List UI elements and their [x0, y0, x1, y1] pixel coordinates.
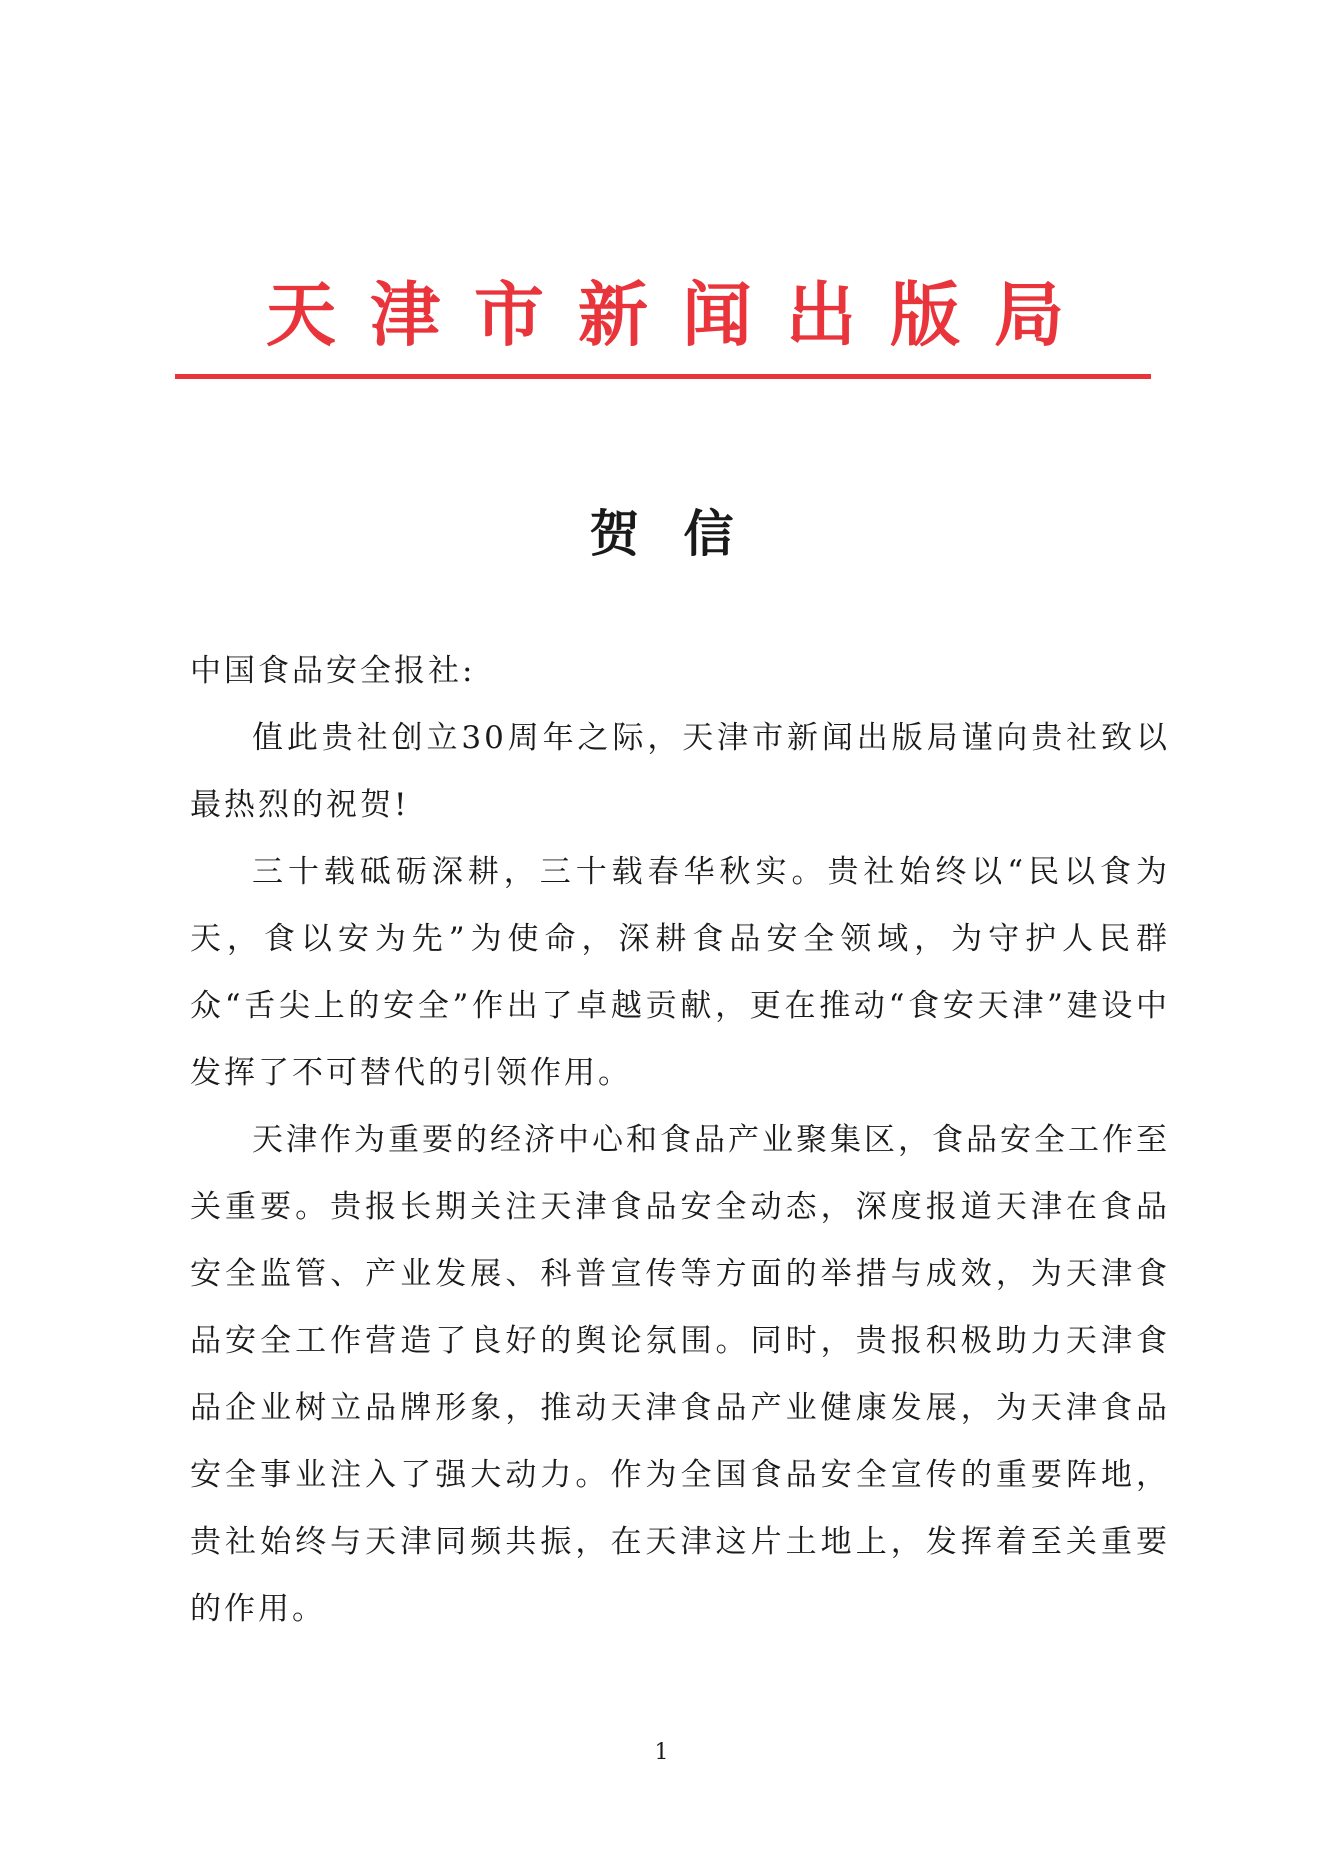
salutation: 中国食品安全报社:	[190, 653, 476, 689]
letter-body	[190, 638, 1170, 1643]
letterhead-org-name: 天津市新闻出版局	[266, 274, 1098, 356]
paragraph-3: 天津作为重要的经济中心和食品产业聚集区，食品安全工作至关重要。贵报长期关注天津食品安全动态，深度报道天津在食品安全监管、产业发展、科普宣传等方面的举措与成效，为天津食品安全工作营造了良好的舆论氛围。同时，贵报积极助力天津食品企业树立品牌形象，推动天津食品产业健康发展，为天津食品安全事业注入了强大动力。作为全国食品安全宣传的重要阵地，贵社始终与天津同频共振，在天津这片土地上，发挥着至关重要的作用。	[190, 1122, 1170, 1627]
letterhead-red-rule	[175, 374, 1151, 379]
document-title: 贺信	[589, 504, 778, 563]
paragraph-1: 值此贵社创立30周年之际，天津市新闻出版局谨向贵社致以最热烈的祝贺!	[190, 720, 1170, 823]
paragraph-2: 三十载砥砺深耕，三十载春华秋实。贵社始终以“民以食为天，食以安为先”为使命，深耕食品安全领域，为守护人民群众“舌尖上的安全”作出了卓越贡献，更在推动“食安天津”建设中发挥了不可替代的引领作用。	[190, 854, 1170, 1091]
page-number: 1	[654, 1740, 669, 1765]
